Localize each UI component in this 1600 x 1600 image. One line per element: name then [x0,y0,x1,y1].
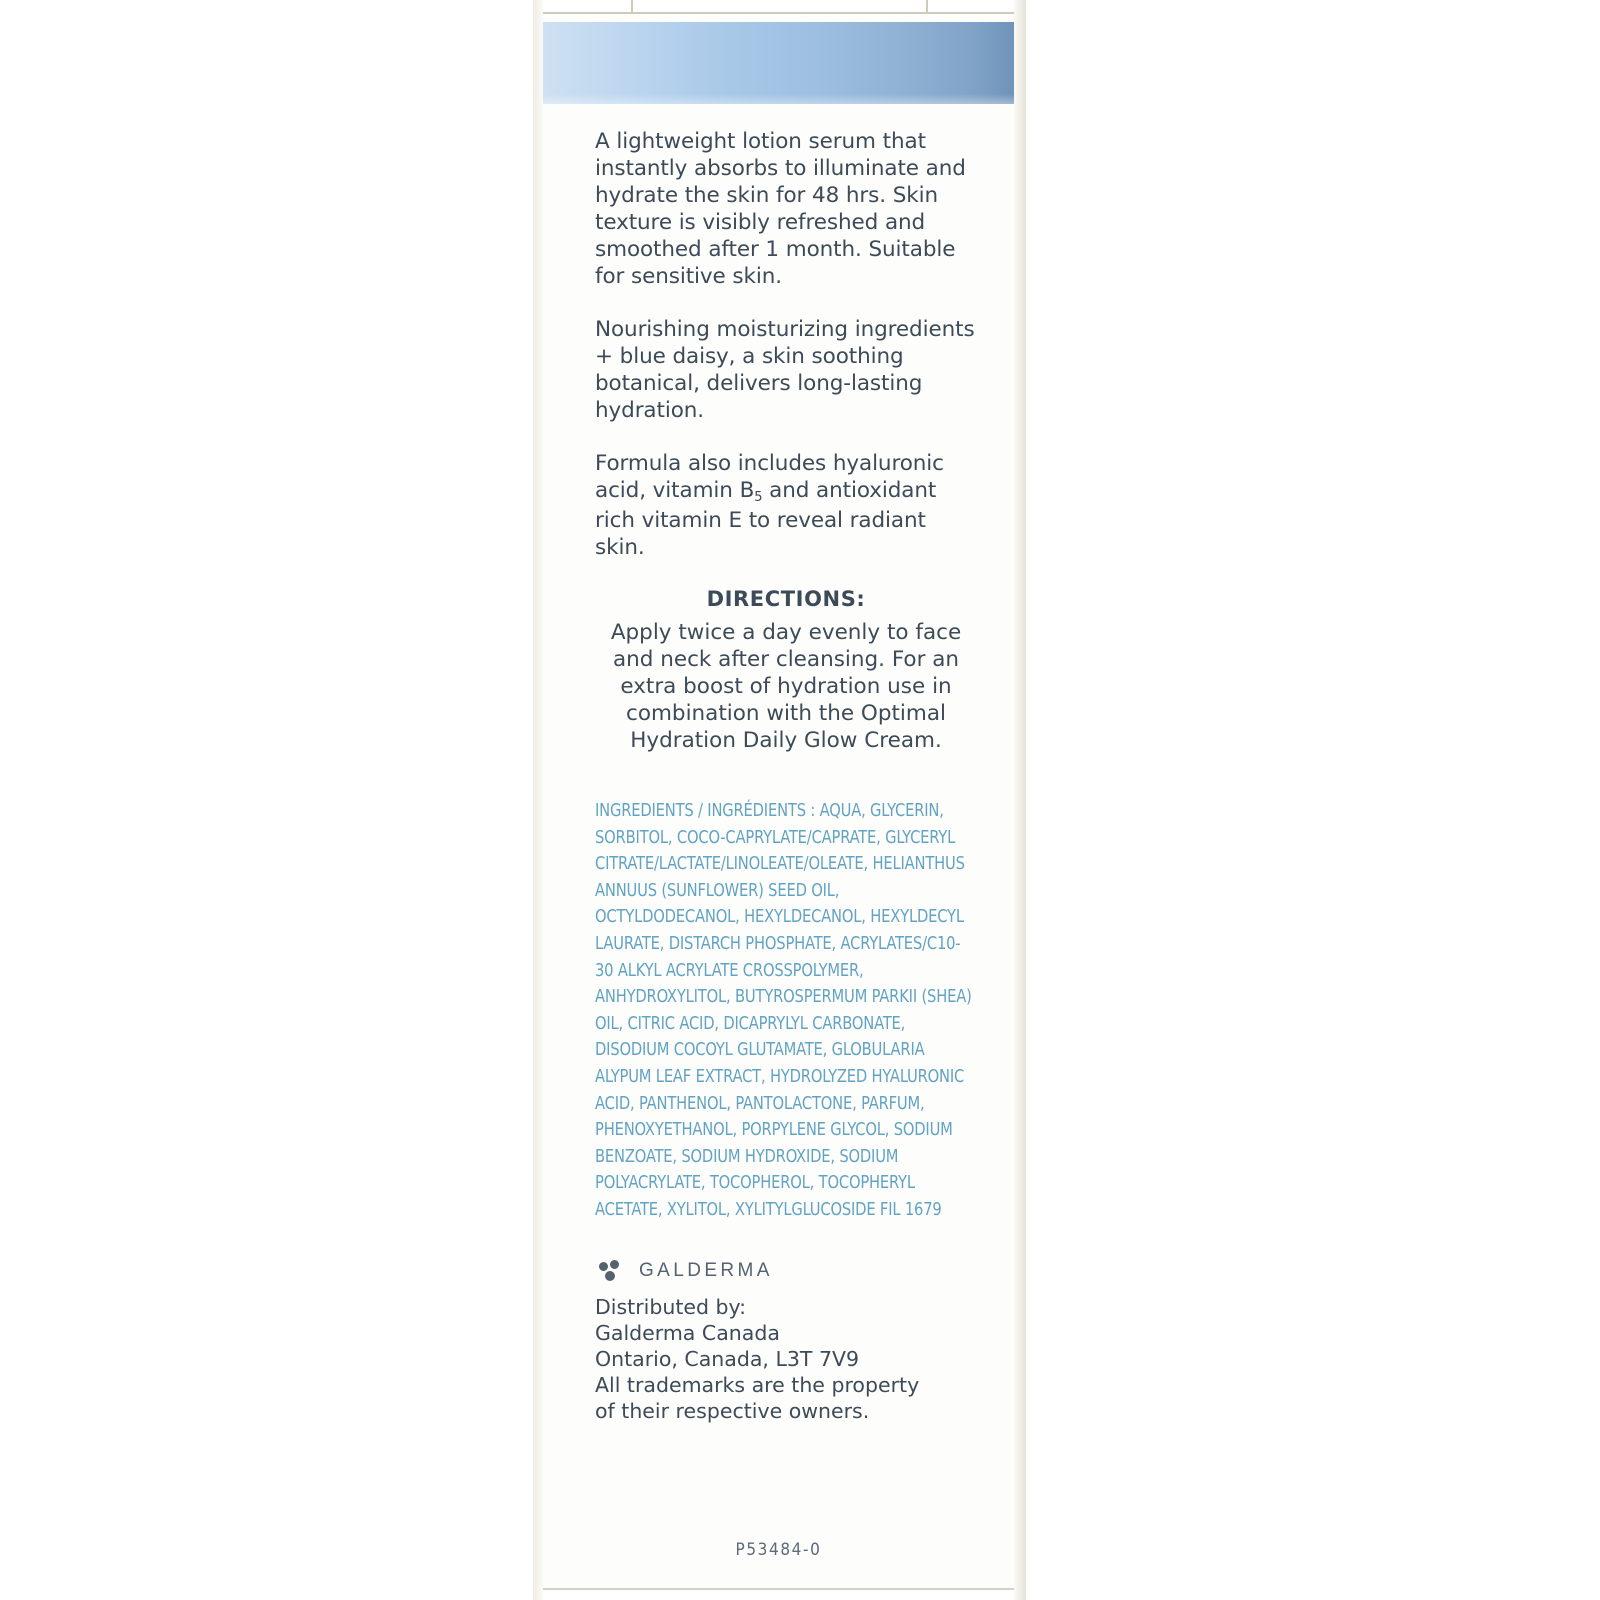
distributor-block [595,1294,977,1424]
description-paragraph-3 [595,450,977,561]
description-paragraph-2: Nourishing moisturizing ingredients + blue daisy, a skin soothing botanical, delivers long-lasting hydration. [595,317,975,423]
ingredients-list: INGREDIENTS / INGRÉDIENTS : AQUA, GLYCERIN, SORBITOL, COCO-CAPRYLATE/CAPRATE, GLYCERYL CITRATE/LACTATE/LINOLEATE/OLEATE, HELIANTHUS ANNUUS (SUNFLOWER) SEED OIL, OCTYLDODECANOL, HEXYLDECANOL, HEXYLDECYL LAURATE, DISTARCH PHOSPHATE, ACRYLATES/C10-30 ALKYL ACRYLATE CROSSPOLYMER, ANHYDROXYLITOL, BUTYROSPERMUM PARKII (SHEA) OIL, CITRIC ACID, DICAPRYLYL CARBONATE, DISODIUM COCOYL GLUTAMATE, GLOBULARIA ALYPUM LEAF EXTRACT, HYDROLYZED HYALURONIC ACID, PANTHENOL, PANTOLACTONE, PARFUM, PHENOXYETHANOL, PORPYLENE GLYCOL, SODIUM BENZOATE, SODIUM HYDROXIDE, SODIUM POLYACRYLATE, TOCOPHEROL, TOCOPHERYL ACETATE, XYLITOL, XYLITYLGLUCOSIDE FIL 1679 [595,801,972,1220]
description-paragraph-3-post: and antioxidant rich vitamin E to reveal radiant skin. [595,478,937,560]
panel-content [595,128,977,1424]
three-dots-logo-icon [599,1260,625,1282]
carton-top-flap-seam [543,0,1014,14]
blue-gradient-band [543,22,1014,104]
distributor-line-2: Galderma Canada [595,1320,780,1345]
carton-bottom-flap-seam [543,1588,1014,1600]
carton-right-edge [1014,0,1026,1600]
seam-notch [631,0,633,14]
distributor-line-1: Distributed by: [595,1294,747,1319]
distributor-line-3: Ontario, Canada, L3T 7V9 [595,1346,860,1371]
description-paragraph-3-pre: Formula also includes hyaluronic acid, vitamin B [595,451,944,503]
brand-name: GALDERMA [639,1259,773,1281]
directions-section [595,587,977,754]
seam-notch [926,0,928,14]
directions-title: DIRECTIONS: [706,587,866,611]
carton-left-edge [533,0,543,1600]
distributor-line-5: of their respective owners. [595,1398,870,1423]
directions-body: Apply twice a day evenly to face and neck after cleansing. For an extra boost of hydration use in combination with the Optimal Hydration Daily Glow Cream. [610,620,962,753]
vitamin-b5-subscript: 5 [754,490,763,505]
distributor-line-4: All trademarks are the property [595,1372,920,1397]
description-paragraph-1: A lightweight lotion serum that instantly absorbs to illuminate and hydrate the skin for 48 hrs. Skin texture is visibly refreshed and smoothed after 1 month. Suitable for sensitive skin. [595,129,966,289]
brand-logo [595,1260,977,1282]
product-code: P53484-0 [735,1540,822,1560]
